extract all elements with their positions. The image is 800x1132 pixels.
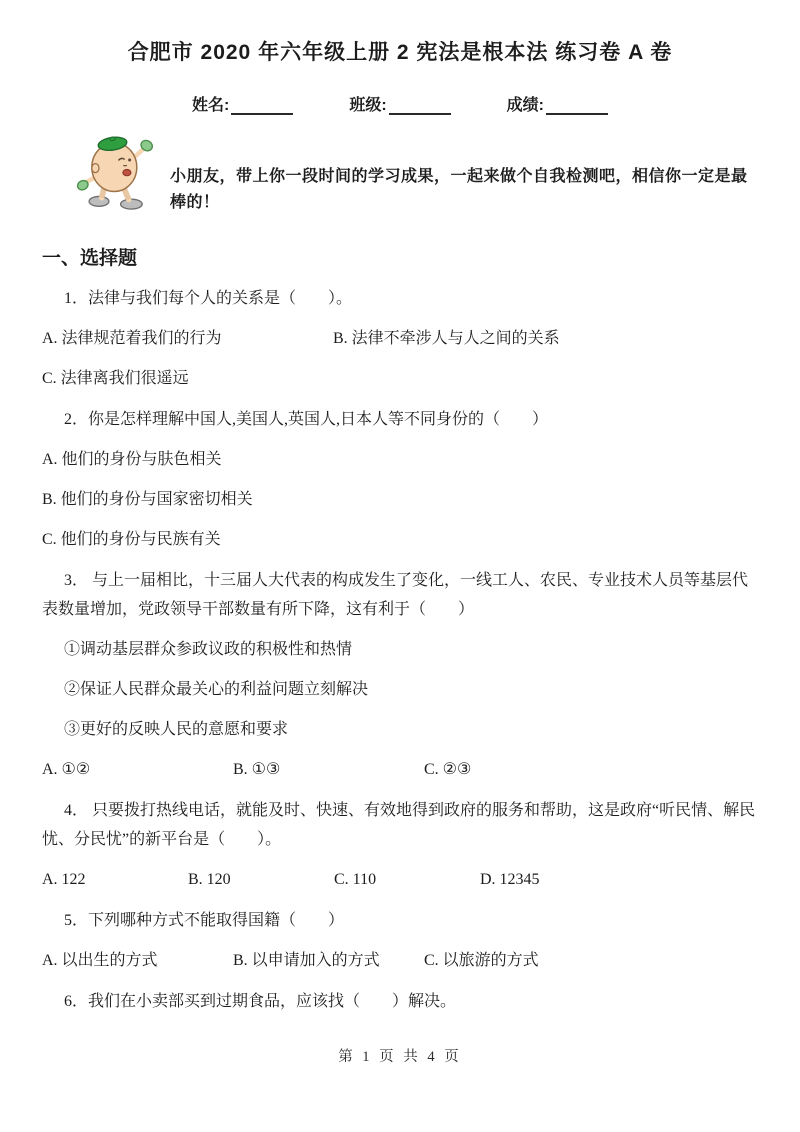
name-field (192, 92, 293, 115)
option-a: A. 他们的身份与肤色相关 (42, 451, 222, 468)
option-a: A. 法律规范着我们的行为 (42, 330, 222, 347)
class-field (349, 92, 450, 115)
intro-row (42, 125, 758, 218)
question-1-options-row-1 (42, 324, 758, 353)
option-c: C. 以旅游的方式 (424, 952, 539, 969)
question-1-stem: 1．法律与我们每个人的关系是（ ）。 (64, 290, 353, 307)
option-b: B. 以申请加入的方式 (233, 952, 380, 969)
question-6-stem: 6．我们在小卖部买到过期食品，应该找（ ）解决。 (64, 993, 457, 1010)
option-b: B. 120 (188, 871, 231, 888)
question-2 (42, 405, 758, 554)
question-1-options-row-2 (42, 364, 758, 393)
question-6 (42, 987, 758, 1016)
option-b: B. 他们的身份与国家密切相关 (42, 491, 253, 508)
option-a: A. ①② (42, 761, 91, 778)
question-2-stem: 2．你是怎样理解中国人,美国人,英国人,日本人等不同身份的（ ） (64, 411, 549, 428)
score-blank (546, 99, 608, 115)
question-3-subitem-1: ①调动基层群众参政议政的积极性和热情 (64, 641, 353, 658)
option-b: B. ①③ (233, 761, 281, 778)
name-blank (231, 99, 293, 115)
question-5-options-row (42, 946, 758, 975)
question-4-stem: 4． 只要拨打热线电话，就能及时、快速、有效地得到政府的服务和帮助，这是政府“听民情、解民忧、分民忧”的新平台是（ ）。 (42, 802, 756, 848)
class-field-label: 班级: (349, 97, 387, 114)
option-a: A. 122 (42, 871, 86, 888)
page-number-footer: 第 1 页 共 4 页 (338, 1049, 462, 1065)
header-fields (42, 92, 758, 115)
option-d: D. 12345 (480, 871, 540, 888)
option-c: C. 110 (334, 871, 377, 888)
question-5 (42, 906, 758, 975)
question-3 (42, 566, 758, 784)
question-4 (42, 796, 758, 894)
question-3-subitem-2: ②保证人民群众最关心的利益问题立刻解决 (64, 681, 369, 698)
score-field (507, 92, 608, 115)
option-c: C. ②③ (424, 761, 472, 778)
option-b: B. 法律不牵涉人与人之间的关系 (333, 330, 560, 347)
question-3-stem: 3． 与上一届相比，十三届人大代表的构成发生了变化，一线工人、农民、专业技术人员等基层代表数量增加，党政领导干部数量有所下降，这有利于（ ） (42, 572, 749, 618)
waving-kid-mascot-icon (72, 125, 162, 218)
option-c: C. 他们的身份与民族有关 (42, 531, 221, 548)
question-4-options-row (42, 865, 758, 894)
class-blank (389, 99, 451, 115)
question-3-subitem-3: ③更好的反映人民的意愿和要求 (64, 721, 289, 738)
question-3-options-row (42, 755, 758, 784)
score-field-label: 成绩: (506, 97, 545, 114)
question-5-stem: 5．下列哪种方式不能取得国籍（ ） (64, 912, 345, 929)
section-heading-choice: 一、选择题 (42, 248, 138, 269)
question-1 (42, 284, 758, 393)
option-c: C. 法律离我们很遥远 (42, 370, 189, 387)
welcome-text: 小朋友，带上你一段时间的学习成果，一起来做个自我检测吧，相信你一定是最棒的！ (170, 168, 748, 211)
name-field-label: 姓名: (191, 97, 230, 114)
page-title: 合肥市 2020 年六年级上册 2 宪法是根本法 练习卷 A 卷 (127, 41, 673, 64)
option-a: A. 以出生的方式 (42, 952, 158, 969)
